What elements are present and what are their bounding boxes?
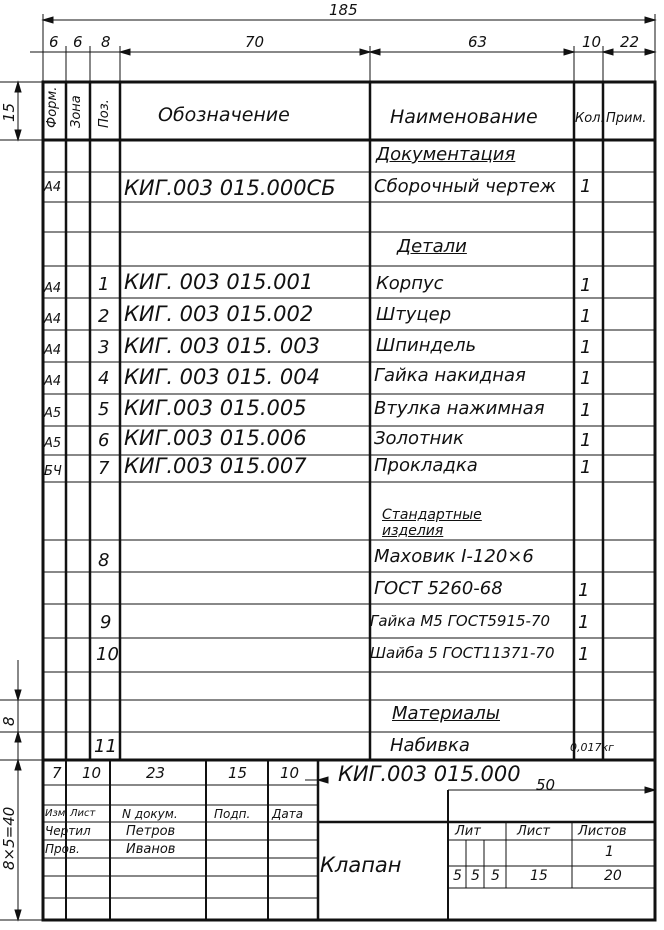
row-qty: 1 [580, 400, 592, 421]
row-qty: 1 [580, 275, 592, 296]
stamp-bottom-dim: 5 [471, 868, 480, 884]
row-format: A4 [44, 180, 62, 195]
dim-col-format: 6 [49, 33, 59, 51]
row-qty: 1 [580, 368, 592, 389]
header-position: Поз. [97, 99, 112, 128]
row-qty: 1 [580, 176, 592, 197]
row-qty: 1 [578, 612, 590, 633]
stamp-developer-name: Петров [126, 824, 176, 839]
section-documentation: Документация [376, 144, 516, 165]
header-format: Форм. [45, 86, 60, 128]
row-name: Втулка нажимная [374, 398, 545, 419]
header-zone: Зона [69, 95, 84, 128]
stamp-label-checked: Пров. [45, 842, 80, 856]
row-position: 7 [98, 458, 110, 479]
stamp-bottom-dim: 20 [604, 868, 622, 884]
row-designation: КИГ. 003 015.002 [124, 302, 314, 326]
stamp-label-lit: Лит [455, 824, 481, 839]
dim-col-note: 22 [620, 33, 640, 51]
stamp-label-podp: Подп. [214, 807, 251, 821]
row-position: 6 [98, 430, 110, 451]
header-quantity: Кол. [575, 111, 605, 126]
row-position: 8 [98, 550, 110, 571]
row-format: A4 [44, 374, 62, 389]
row-name: Шпиндель [376, 335, 477, 356]
row-position: 10 [96, 644, 119, 665]
dim-col-designation: 70 [245, 33, 265, 51]
table-frame [43, 82, 655, 920]
stamp-col-width: 10 [82, 764, 102, 782]
row-format: A5 [44, 436, 62, 451]
stamp-bottom-dim: 5 [491, 868, 500, 884]
dim-col-zone: 6 [73, 33, 83, 51]
dim-col-name: 63 [468, 33, 488, 51]
row-name: Шайба 5 ГОСТ11371-70 [370, 644, 555, 662]
row-qty: 1 [580, 306, 592, 327]
stamp-label-list: Лист [70, 808, 96, 819]
stamp-sheets-value: 1 [605, 844, 614, 860]
stamp-bottom-dim: 15 [530, 868, 548, 884]
row-position: 9 [100, 612, 112, 633]
row-position: 2 [98, 306, 110, 327]
stamp-bottom-dim: 5 [453, 868, 462, 884]
row-designation: КИГ.003 015.000СБ [124, 176, 336, 200]
row-designation: КИГ. 003 015. 003 [124, 334, 320, 358]
stamp-col-width: 7 [52, 764, 62, 782]
header-designation: Обозначение [158, 104, 290, 126]
row-name: Золотник [374, 428, 464, 449]
stamp-label-sheet: Лист [517, 824, 550, 839]
stamp-col-width: 10 [280, 764, 300, 782]
dim-header-height: 15 [0, 102, 18, 122]
header-name: Наименование [390, 106, 538, 128]
row-qty: 1 [580, 337, 592, 358]
row-name: Штуцер [376, 304, 452, 325]
row-format: A4 [44, 281, 62, 296]
stamp-label-n-dokum: N докум. [122, 807, 178, 821]
header-note: Прим. [606, 111, 647, 126]
row-position: 1 [98, 274, 110, 295]
row-name: Прокладка [374, 455, 478, 476]
row-position: 5 [98, 399, 110, 420]
row-name: ГОСТ 5260-68 [374, 578, 503, 599]
dim-row-height: 8 [0, 716, 18, 726]
row-qty: 1 [580, 430, 592, 451]
row-position: 3 [98, 337, 110, 358]
stamp-document-code: КИГ.003 015.000 [338, 762, 521, 786]
row-format: A4 [44, 312, 62, 327]
row-designation: КИГ.003 015.007 [124, 454, 307, 478]
stamp-label-sheets: Листов [578, 824, 627, 839]
row-format: A5 [44, 406, 62, 421]
row-qty: 1 [580, 457, 592, 478]
dim-total-width: 185 [329, 1, 358, 19]
row-qty: 0,017кг [570, 741, 614, 754]
row-designation: КИГ. 003 015.001 [124, 270, 314, 294]
row-name: Гайка накидная [374, 365, 526, 386]
stamp-col-width: 23 [146, 764, 166, 782]
row-position: 11 [94, 736, 117, 757]
row-format: БЧ [44, 464, 62, 479]
row-designation: КИГ.003 015.005 [124, 396, 307, 420]
row-qty: 1 [578, 644, 590, 665]
stamp-checker-name: Иванов [126, 842, 176, 857]
stamp-code-dim: 50 [536, 776, 556, 794]
dim-col-pos: 8 [101, 33, 111, 51]
section-standard-items-line2: изделия [382, 523, 444, 539]
dim-stamp-height: 8×5=40 [0, 806, 18, 870]
section-materials: Материалы [392, 703, 500, 724]
row-designation: КИГ. 003 015. 004 [124, 365, 320, 389]
row-name: Набивка [390, 735, 470, 756]
dim-col-qty: 10 [582, 33, 602, 51]
row-qty: 1 [578, 580, 590, 601]
row-name: Гайка М5 ГОСТ5915-70 [370, 612, 551, 630]
section-standard-items-line1: Стандартные [382, 507, 482, 523]
row-position: 4 [98, 368, 110, 389]
row-name: Сборочный чертеж [374, 176, 557, 197]
stamp-label-izm: Изм [45, 808, 66, 819]
row-format: A4 [44, 343, 62, 358]
row-designation: КИГ.003 015.006 [124, 426, 307, 450]
section-parts: Детали [397, 236, 467, 257]
stamp-label-developed: Чертил [45, 824, 91, 838]
row-name: Маховик I-120×6 [374, 546, 534, 567]
stamp-col-width: 15 [228, 764, 248, 782]
stamp-label-data: Дата [272, 807, 304, 821]
row-name: Корпус [376, 273, 444, 294]
stamp-title: Клапан [320, 853, 402, 877]
